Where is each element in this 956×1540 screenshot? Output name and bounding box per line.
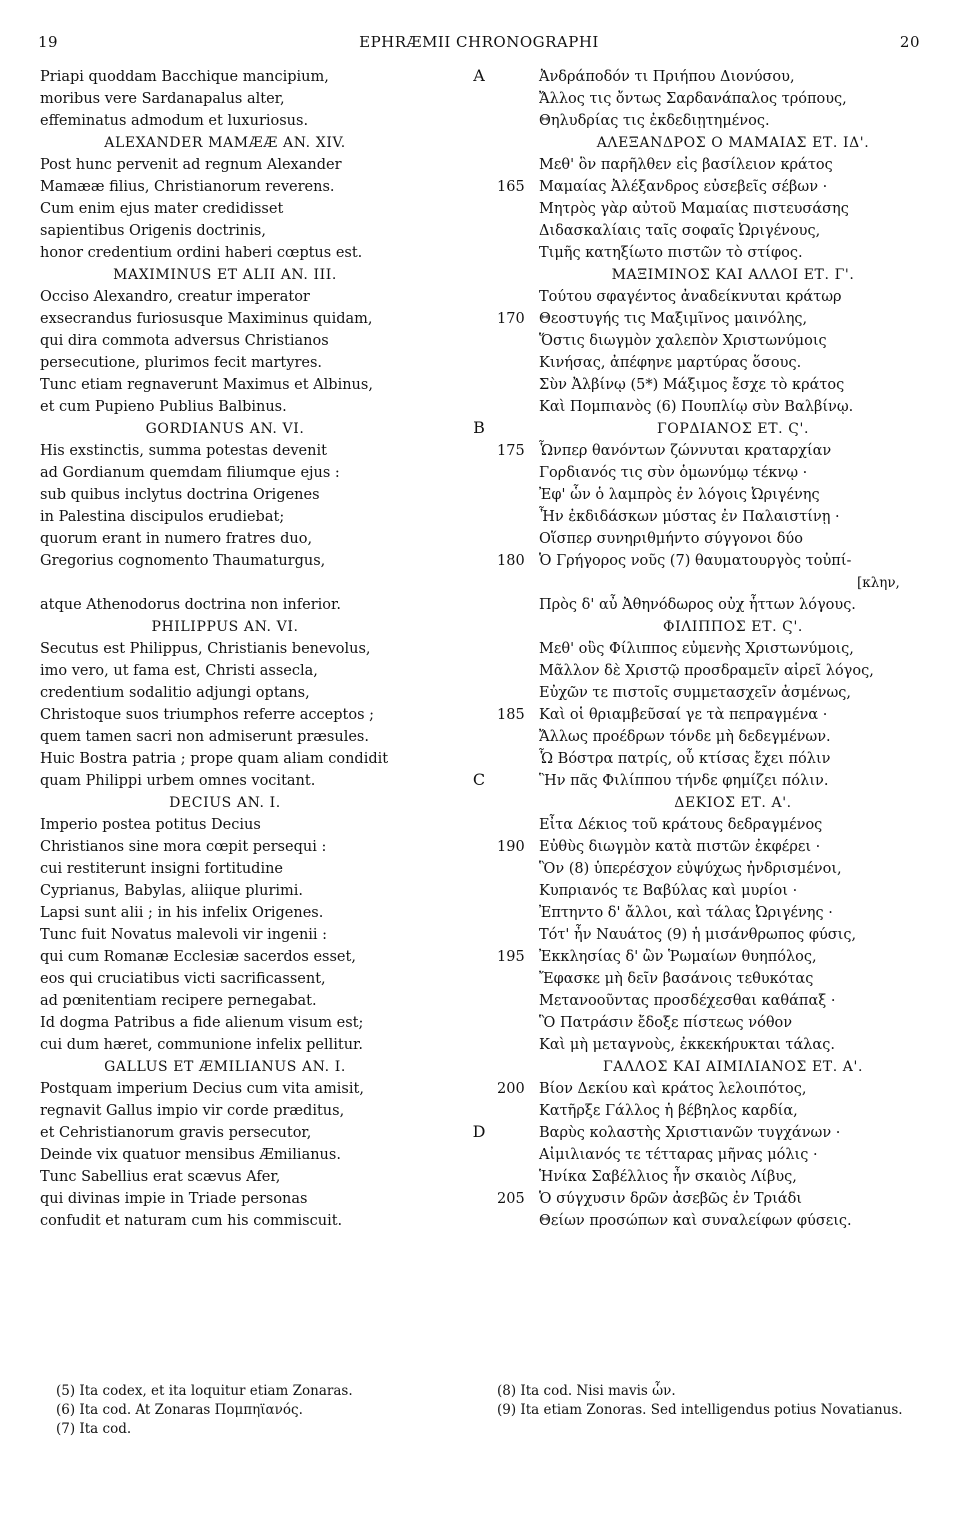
footnote: (7) Ita cod. (56, 1421, 132, 1437)
footnotes-right (497, 1382, 937, 1420)
greek-line-text: Ὁ Γρήγορος νοῦς (7) θαυματουργὸς τοὐπί- (539, 553, 852, 569)
running-title: EPHRÆMII CHRONOGRAPHI (359, 33, 599, 51)
greek-line-text: Εὐθὺς διωγμὸν κατὰ πιστῶν ἐκφέρει · (539, 839, 821, 855)
latin-line: His exstinctis, summa potestas devenit (40, 443, 327, 459)
latin-line: honor credentium ordini haberi cœptus est. (40, 245, 363, 261)
line-number: 195 (497, 949, 525, 965)
greek-line-text: Ὁ σύγχυσιν δρῶν ἀσεβῶς ἐν Τριάδι (539, 1191, 802, 1207)
greek-line: Κατῆρξε Γάλλος ἡ βέβηλος καρδία, (539, 1103, 798, 1119)
footnote: (9) Ita etiam Zonoras. Sed intelligendus potius Novatianus. (497, 1402, 903, 1418)
latin-line: persecutione, plurimos fecit martyres. (40, 355, 323, 371)
latin-line: exsecrandus furiosusque Maximinus quidam, (40, 311, 373, 327)
latin-line: Imperio postea potitus Decius (40, 817, 261, 833)
greek-line: Ἐφ' ὧν ὁ λαμπρὸς ἐν λόγοις Ὠριγένης (539, 487, 820, 503)
latin-line: Cyprianus, Babylas, aliique plurimi. (40, 883, 304, 899)
greek-line: Οἵσπερ συνηριθμήντο σύγγονοι δύο (539, 531, 803, 547)
greek-line: Θηλυδρίας τις ἐκδεδιῃτημένος. (539, 113, 770, 129)
latin-column (40, 66, 460, 1232)
latin-section-heading: MAXIMINUS ET ALII AN. III. (113, 267, 337, 283)
latin-line: ad pœnitentiam recipere pernegabat. (40, 993, 317, 1009)
latin-line: in Palestina discipulos erudiebat; (40, 509, 285, 525)
latin-line: Deinde vix quatuor mensibus Æmilianus. (40, 1147, 341, 1163)
greek-line: Ὧ Βόστρα πατρίς, οὗ κτίσας ἔχει πόλιν (539, 751, 831, 767)
greek-line: Καὶ μὴ μεταγνοὺς, ἐκκεκήρυκται τάλας. (539, 1037, 835, 1053)
latin-line: Lapsi sunt alii ; in his infelix Origenes. (40, 905, 324, 921)
latin-line: Cum enim ejus mater credidisset (40, 201, 284, 217)
line-number: 185 (497, 707, 525, 723)
latin-line: moribus vere Sardanapalus alter, (40, 91, 285, 107)
latin-line: Occiso Alexandro, creatur imperator (40, 289, 310, 305)
greek-line: Γορδιανός τις σὺν ὁμωνύμῳ τέκνῳ · (539, 465, 808, 481)
greek-verse (497, 550, 927, 572)
latin-line: qui cum Romanæ Ecclesiæ sacerdos esset, (40, 949, 356, 965)
greek-line: Εὐχῶν τε πιστοῖς συμμετασχεῖν ἀσμένως, (539, 685, 852, 701)
greek-line: Ἐπτηντο δ' ἄλλοι, καὶ τάλας Ὠριγένης · (539, 905, 833, 921)
greek-section-heading: ΔΕΚΙΟΣ ΕΤ. Α'. (674, 795, 792, 811)
greek-line-text: Μαμαίας Ἀλέξανδρος εὐσεβεῖς σέβων · (539, 179, 828, 195)
greek-line: Ὃν (8) ὑπερέσχον εὐψύχως ἠνδρισμένοι, (539, 861, 842, 877)
greek-line: Καὶ Πομπιανὸς (6) Πουπλίῳ σὺν Βαλβίνῳ. (539, 399, 854, 415)
greek-line: Μᾶλλον δὲ Χριστῷ προσδραμεῖν αἱρεῖ λόγος, (539, 663, 874, 679)
greek-line: Κυπριανός τε Βαβύλας καὶ μυρίοι · (539, 883, 798, 899)
footnote: (5) Ita codex, et ita loquitur etiam Zonaras. (56, 1383, 353, 1399)
latin-line: et cum Pupieno Publius Balbinus. (40, 399, 287, 415)
page-header (38, 33, 920, 57)
line-gap (40, 572, 460, 594)
greek-line-text: Βίον Δεκίου καὶ κράτος λελοιπότος, (539, 1081, 807, 1097)
greek-line: Διδασκαλίαις ταῖς σοφαῖς Ὠριγένους, (539, 223, 821, 239)
greek-line-text: Ἐκκλησίας δ' ὢν Ῥωμαίων θυηπόλος, (539, 949, 817, 965)
greek-line: Μεθ' ὃν παρῆλθεν εἰς βασίλειον κράτος (539, 157, 833, 173)
greek-column (497, 66, 927, 1232)
line-number: 200 (497, 1081, 525, 1097)
latin-line: eos qui cruciatibus victi sacrificassent, (40, 971, 326, 987)
greek-line: Βαρὺς κολαστὴς Χριστιανῶν τυγχάνων · (539, 1125, 841, 1141)
latin-line: Secutus est Philippus, Christianis benevolus, (40, 641, 371, 657)
latin-section-heading: GALLUS ET ÆMILIANUS AN. I. (104, 1059, 346, 1075)
greek-line: Ἡνίκα Σαβέλλιος ἦν σκαιὸς Λίβυς, (539, 1169, 797, 1185)
section-marker-d: D (472, 1122, 486, 1141)
greek-verse (497, 440, 927, 462)
greek-line-text: Καὶ οἱ θριαμβεῦσαί γε τὰ πεπραγμένα · (539, 707, 828, 723)
greek-verse (497, 1078, 927, 1100)
latin-line: qui divinas impie in Triade personas (40, 1191, 308, 1207)
greek-section-heading: ΓΟΡΔΙΑΝΟΣ ΕΤ. Ϛ'. (656, 421, 810, 437)
latin-line: credentium sodalitio adjungi optans, (40, 685, 310, 701)
footnotes-left (56, 1382, 466, 1439)
latin-line: Post hunc pervenit ad regnum Alexander (40, 157, 342, 173)
greek-verse (497, 308, 927, 330)
greek-line: Μητρὸς γὰρ αὐτοῦ Μαμαίας πιστευσάσης (539, 201, 849, 217)
greek-line: Ἄλλως προέδρων τόνδε μὴ δεδεγμένων. (539, 729, 831, 745)
latin-line: Priapi quoddam Bacchique mancipium, (40, 69, 329, 85)
greek-line: Ἀνδράποδόν τι Πριήπου Διονύσου, (539, 69, 795, 85)
greek-verse (497, 946, 927, 968)
section-marker-b: B (473, 418, 485, 437)
latin-line: quam Philippi urbem omnes vocitant. (40, 773, 316, 789)
greek-section-heading: ΓΑΛΛΟΣ ΚΑΙ ΑΙΜΙΛΙΑΝΟΣ ΕΤ. Α'. (602, 1059, 864, 1075)
latin-section-heading: GORDIANUS AN. VI. (145, 421, 305, 437)
latin-line: Christoque suos triumphos referre acceptos ; (40, 707, 375, 723)
greek-line: Μετανοοῦντας προσδέχεσθαι καθάπαξ · (539, 993, 836, 1009)
greek-line: Σὺν Ἀλβίνῳ (5*) Μάξιμος ἔσχε τὸ κράτος (539, 377, 845, 393)
line-number: 170 (497, 311, 525, 327)
latin-line: cui restiterunt insigni fortitudine (40, 861, 283, 877)
latin-line: Postquam imperium Decius cum vita amisit, (40, 1081, 364, 1097)
greek-verse (497, 836, 927, 858)
latin-line: qui dira commota adversus Christianos (40, 333, 329, 349)
section-marker-c: C (472, 770, 486, 789)
greek-line: Ἄλλος τις ὄντως Σαρδανάπαλος τρόπους, (539, 91, 847, 107)
greek-line: Ἦν ἐκδιδάσκων μύστας ἐν Παλαιστίνῃ · (539, 509, 840, 525)
page-number-left: 19 (38, 33, 59, 51)
latin-line: imo vero, ut fama est, Christi assecla, (40, 663, 318, 679)
latin-line: quorum erant in numero fratres duo, (40, 531, 313, 547)
footnote: (8) Ita cod. Nisi mavis ὧν. (497, 1383, 676, 1399)
greek-line-text: Θεοστυγής τις Μαξιμῖνος μαινόλης, (539, 311, 808, 327)
greek-line: Πρὸς δ' αὖ Ἀθηνόδωρος οὐχ ἧττων λόγους. (539, 597, 856, 613)
latin-line: Tunc etiam regnaverunt Maximus et Albinus, (40, 377, 373, 393)
greek-line: Θείων προσώπων καὶ συναλείφων φύσεις. (539, 1213, 852, 1229)
greek-section-heading: ΜΑΞΙΜΙΝΟΣ ΚΑΙ ΑΛΛΟΙ ΕΤ. Γ'. (611, 267, 855, 283)
greek-section-heading: ΦΙΛΙΠΠΟΣ ΕΤ. Ϛ'. (663, 619, 803, 635)
latin-line: confudit et naturam cum his commiscuit. (40, 1213, 343, 1229)
greek-line: Τιμῆς κατηξίωτο πιστῶν τὸ στίφος. (539, 245, 803, 261)
latin-line: Gregorius cognomento Thaumaturgus, (40, 553, 326, 569)
latin-line: cui dum hæret, communione infelix pellitur. (40, 1037, 364, 1053)
latin-line: et Cehristianorum gravis persecutor, (40, 1125, 312, 1141)
greek-line: Τότ' ἦν Ναυάτος (9) ἡ μισάνθρωπος φύσις, (539, 927, 857, 943)
greek-line: Ὅστις διωγμὸν χαλεπὸν Χριστωνύμοις (539, 333, 827, 349)
greek-line: Ἔφασκε μὴ δεῖν βασάνοις τεθυκότας (539, 971, 814, 987)
greek-line-continuation: [κλην, (857, 575, 900, 591)
line-number: 205 (497, 1191, 525, 1207)
latin-line: sub quibus inclytus doctrina Origenes (40, 487, 320, 503)
latin-section-heading: DECIUS AN. I. (169, 795, 281, 811)
greek-line-text: Ὧνπερ θανόντων ζώννυται κραταρχίαν (539, 443, 832, 459)
latin-line: Tunc fuit Novatus malevoli vir ingenii : (40, 927, 328, 943)
greek-line: Εἶτα Δέκιος τοῦ κράτους δεδραγμένος (539, 817, 823, 833)
greek-verse (497, 1188, 927, 1210)
section-marker-a: A (473, 66, 485, 85)
latin-line: Tunc Sabellius erat scævus Afer, (40, 1169, 281, 1185)
latin-line: quem tamen sacri non admiserunt præsules. (40, 729, 369, 745)
greek-verse (497, 176, 927, 198)
latin-line: regnavit Gallus impio vir corde præditus, (40, 1103, 345, 1119)
latin-section-heading: ALEXANDER MAMÆÆ AN. XIV. (104, 135, 346, 151)
greek-line: Ἣν πᾶς Φιλίππου τήνδε φημίζει πόλιν. (539, 773, 829, 789)
greek-line: Τούτου σφαγέντος ἀναδείκνυται κράτωρ (539, 289, 842, 305)
footnote: (6) Ita cod. At Zonaras Πομπηϊανός. (56, 1402, 303, 1418)
greek-line: Κινήσας, ἀπέφηνε μαρτύρας ὅσους. (539, 355, 802, 371)
latin-line: sapientibus Origenis doctrinis, (40, 223, 266, 239)
line-number: 180 (497, 553, 525, 569)
greek-verse (497, 704, 927, 726)
greek-line: Αἰμιλιανός τε τέτταρας μῆνας μόλις · (539, 1147, 818, 1163)
latin-section-heading: PHILIPPUS AN. VI. (151, 619, 299, 635)
latin-line: ad Gordianum quemdam filiumque ejus : (40, 465, 340, 481)
greek-section-heading: ΑΛΕΞΑΝΔΡΟΣ Ο ΜΑΜΑΙΑΣ ΕΤ. ΙΔ'. (596, 135, 870, 151)
line-number: 190 (497, 839, 525, 855)
page-number-right: 20 (899, 33, 920, 51)
latin-line: effeminatus admodum et luxuriosus. (40, 113, 309, 129)
line-number: 165 (497, 179, 525, 195)
line-number: 175 (497, 443, 525, 459)
latin-line: Christianos sine mora cœpit persequi : (40, 839, 327, 855)
greek-line: Ὃ Πατράσιν ἔδοξε πίστεως νόθον (539, 1015, 793, 1031)
latin-line: Mamææ filius, Christianorum reverens. (40, 179, 335, 195)
latin-line: Id dogma Patribus a fide alienum visum est; (40, 1015, 364, 1031)
latin-line: Huic Bostra patria ; prope quam aliam condidit (40, 751, 389, 767)
latin-line: atque Athenodorus doctrina non inferior. (40, 597, 341, 613)
greek-line: Μεθ' οὓς Φίλιππος εὐμενὴς Χριστωνύμοις, (539, 641, 854, 657)
